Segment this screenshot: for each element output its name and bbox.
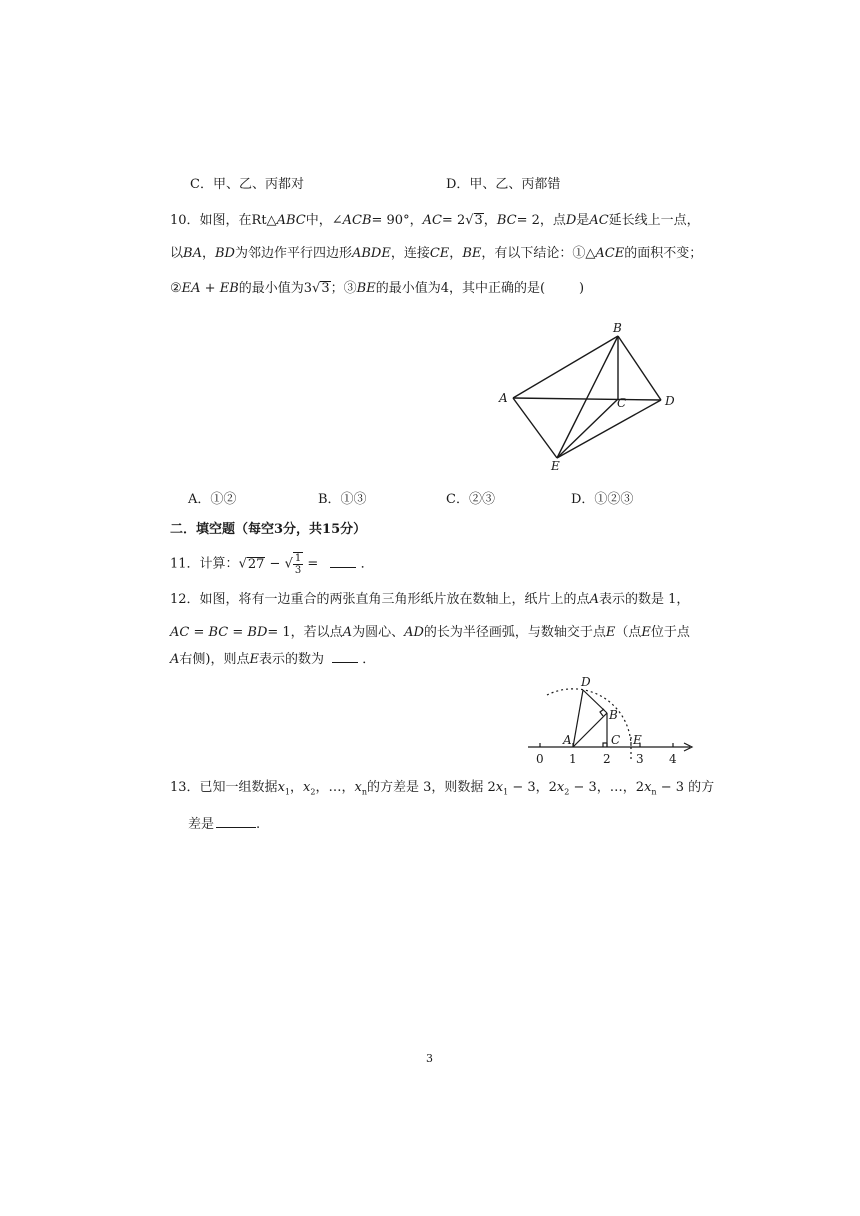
q13-line-2: 差是 . (188, 817, 261, 832)
label-a: A (563, 733, 572, 747)
q10-line-3: ②EA + EB的最小值为3√3；③BE的最小值为4，其中正确的是( ) (170, 281, 585, 296)
tick-label-3: 3 (636, 752, 644, 766)
label-a: A (499, 391, 508, 405)
tick-label-1: 1 (569, 752, 577, 766)
q10-option-d: D．①②③ (571, 492, 634, 507)
label-c: C (611, 733, 621, 747)
sqrt-27: 27 (247, 556, 265, 572)
q13-answer-blank[interactable] (216, 815, 256, 828)
tick-label-4: 4 (669, 752, 677, 766)
right-angle-b (600, 709, 604, 716)
label-e: E (633, 733, 642, 747)
tick-label-0: 0 (536, 752, 544, 766)
sqrt-3: 3 (474, 213, 483, 228)
q9-option-d: D．甲、乙、丙都错 (446, 177, 561, 192)
q10-option-b: B．①③ (318, 492, 367, 507)
label-b: B (609, 708, 618, 722)
label-c: C (617, 396, 627, 410)
q11-line: 11．计算：√27 − √ $\frac{1}{3}$ = ． (170, 553, 374, 576)
label-b: B (613, 321, 622, 335)
q9-option-c: C．甲、乙、丙都对 (190, 177, 304, 192)
q10-line-2: 以BA，BD为邻边作平行四边形ABDE，连接CE，BE，有以下结论：①△ACE的面积不变； (170, 246, 703, 261)
label-d: D (581, 675, 591, 689)
fraction-one-third: $\frac{1}{3}$ (294, 553, 302, 576)
q10-option-a: A．①② (188, 492, 237, 507)
label-d: D (665, 394, 675, 408)
q12-line-3: A右侧)，则点E表示的数为 ． (170, 652, 376, 667)
q12-line-1: 12．如图，将有一边重合的两张直角三角形纸片放在数轴上，纸片上的点A表示的数是 1， (170, 592, 690, 607)
label-e: E (551, 459, 560, 473)
section-2-title: 二．填空题（每空3分，共15分） (170, 522, 367, 537)
page-number: 3 (426, 1052, 433, 1065)
q10-option-c: C．②③ (446, 492, 495, 507)
q10-line-1: 10．如图，在Rt△ABC中，∠ACB= 90°，AC= 2√3，BC= 2，点D是AC延长线上一点， (170, 213, 700, 228)
q12-line-2: AC = BC = BD= 1，若以点A为圆心、AD的长为半径画弧，与数轴交于点E（点E位于点 (170, 625, 690, 640)
q13-line-1: 13．已知一组数据$x_1$，$x_2$，…，$x_n$的方差是 3，则数据 $2x_1 - 3$，$2x_2 - 3$，…，$2x_n - 3$ 的方 (170, 780, 715, 797)
tick-label-2: 2 (603, 752, 611, 766)
